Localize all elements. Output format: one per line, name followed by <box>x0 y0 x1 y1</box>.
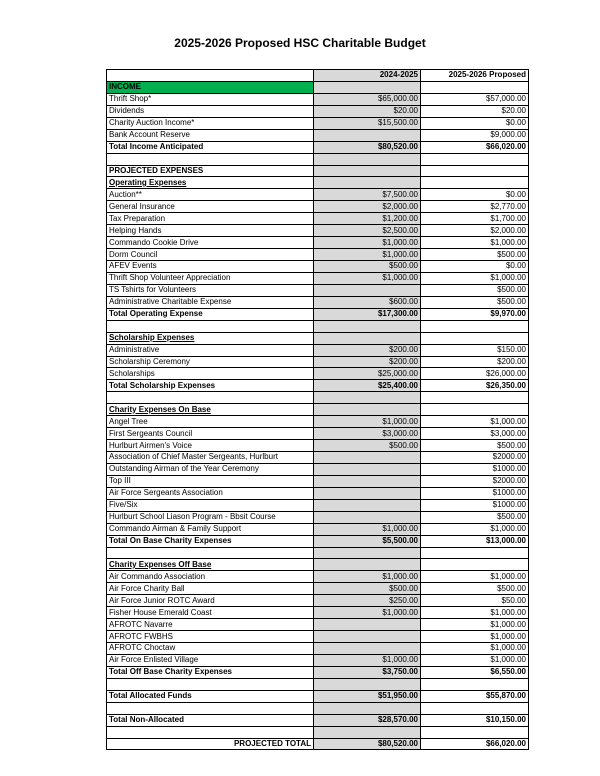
row-label <box>107 428 314 440</box>
row-label <box>107 726 314 738</box>
row-label <box>107 189 314 201</box>
total-row <box>107 690 529 702</box>
row-value-2025-2026 <box>421 165 529 177</box>
row-label <box>107 511 314 523</box>
row-label-text: Helping Hands <box>109 225 162 235</box>
table-row <box>107 201 529 213</box>
row-label-text: Total Off Base Charity Expenses <box>109 667 232 677</box>
row-value-2025-2026: $50.00 <box>421 595 529 607</box>
row-value-2025-2026: $2,770.00 <box>421 201 529 213</box>
row-label <box>107 475 314 487</box>
row-label <box>107 261 314 273</box>
row-label-text: Operating Expenses <box>109 177 187 187</box>
row-label <box>107 368 314 380</box>
row-label-text: INCOME <box>109 82 141 92</box>
row-label <box>107 678 314 690</box>
row-label <box>107 619 314 631</box>
row-value-2025-2026: $1,000.00 <box>421 237 529 249</box>
spacer-row <box>107 153 529 165</box>
row-label <box>107 607 314 619</box>
row-value-2024-2025: $20.00 <box>314 105 421 117</box>
table-row <box>107 368 529 380</box>
table-row <box>107 356 529 368</box>
row-label-text: Total Allocated Funds <box>109 691 192 701</box>
table-row <box>107 583 529 595</box>
table-row <box>107 237 529 249</box>
row-value-2024-2025: $1,000.00 <box>314 523 421 535</box>
table-row <box>107 499 529 511</box>
income-row <box>107 81 529 93</box>
row-value-2025-2026: $1000.00 <box>421 499 529 511</box>
row-value-2025-2026: $13,000.00 <box>421 535 529 547</box>
row-value-2025-2026: $1,000.00 <box>421 272 529 284</box>
row-label-text: Total Income Anticipated <box>109 142 204 152</box>
row-label-text: Top III <box>109 476 131 486</box>
row-value-2025-2026: $500.00 <box>421 511 529 523</box>
row-value-2024-2025: $2,500.00 <box>314 225 421 237</box>
row-value-2024-2025 <box>314 678 421 690</box>
table-row <box>107 595 529 607</box>
row-label <box>107 487 314 499</box>
row-label <box>107 308 314 320</box>
row-value-2025-2026: $1,000.00 <box>421 619 529 631</box>
row-value-2024-2025: $80,520.00 <box>314 141 421 153</box>
total-row <box>107 666 529 678</box>
row-value-2025-2026 <box>421 547 529 559</box>
row-value-2025-2026: $1,000.00 <box>421 631 529 643</box>
row-value-2024-2025 <box>314 284 421 296</box>
row-label-text: AFROTC Navarre <box>109 619 173 629</box>
row-value-2025-2026: $57,000.00 <box>421 93 529 105</box>
row-label <box>107 547 314 559</box>
table-row <box>107 272 529 284</box>
row-value-2025-2026: $500.00 <box>421 296 529 308</box>
row-label-text: Air Force Enlisted Village <box>109 655 199 665</box>
row-label <box>107 201 314 213</box>
column-header-row <box>107 70 529 82</box>
column-header-next: 2025-2026 Proposed <box>421 70 529 82</box>
subsection-row <box>107 177 529 189</box>
row-label <box>107 499 314 511</box>
row-label <box>107 141 314 153</box>
row-value-2024-2025 <box>314 392 421 404</box>
row-label-text: AFEV Events <box>109 261 157 271</box>
row-value-2024-2025 <box>314 463 421 475</box>
row-value-2024-2025 <box>314 475 421 487</box>
row-value-2025-2026: $500.00 <box>421 249 529 261</box>
row-value-2024-2025 <box>314 499 421 511</box>
row-label-text: Scholarships <box>109 368 155 378</box>
total-row <box>107 308 529 320</box>
row-label <box>107 105 314 117</box>
section-row <box>107 165 529 177</box>
table-row <box>107 631 529 643</box>
row-value-2024-2025 <box>314 487 421 499</box>
row-value-2025-2026 <box>421 404 529 416</box>
row-label <box>107 452 314 464</box>
row-label-text: Association of Chief Master Sergeants, Hurlburt <box>109 452 278 462</box>
row-value-2025-2026: $55,870.00 <box>421 690 529 702</box>
total-row <box>107 141 529 153</box>
row-value-2024-2025 <box>314 320 421 332</box>
row-label <box>107 666 314 678</box>
row-label-text: First Sergeants Council <box>109 428 193 438</box>
row-label <box>107 380 314 392</box>
row-label-text: Commando Airman & Family Support <box>109 524 242 534</box>
row-value-2024-2025: $5,500.00 <box>314 535 421 547</box>
row-value-2025-2026 <box>421 726 529 738</box>
row-value-2024-2025: $3,750.00 <box>314 666 421 678</box>
row-value-2024-2025: $500.00 <box>314 261 421 273</box>
total-row <box>107 535 529 547</box>
row-label-text: Total Scholarship Expenses <box>109 380 216 390</box>
row-value-2024-2025: $1,200.00 <box>314 213 421 225</box>
row-label <box>107 702 314 714</box>
row-value-2025-2026: $1,000.00 <box>421 654 529 666</box>
row-value-2024-2025: $28,570.00 <box>314 714 421 726</box>
row-label-text: Administrative Charitable Expense <box>109 297 232 307</box>
row-value-2024-2025 <box>314 332 421 344</box>
table-row <box>107 654 529 666</box>
row-value-2025-2026: $20.00 <box>421 105 529 117</box>
row-value-2024-2025 <box>314 559 421 571</box>
row-value-2024-2025: $500.00 <box>314 583 421 595</box>
budget-table-body <box>107 70 529 750</box>
row-label-text: Dividends <box>109 106 145 116</box>
row-label-text: Outstanding Airman of the Year Ceremony <box>109 464 259 474</box>
table-row <box>107 452 529 464</box>
row-label <box>107 225 314 237</box>
row-label <box>107 463 314 475</box>
row-value-2025-2026 <box>421 153 529 165</box>
row-value-2024-2025: $1,000.00 <box>314 272 421 284</box>
row-value-2025-2026: $9,000.00 <box>421 129 529 141</box>
table-row <box>107 428 529 440</box>
row-label-text: Charity Expenses On Base <box>109 404 211 414</box>
row-value-2024-2025: $1,000.00 <box>314 607 421 619</box>
row-value-2025-2026 <box>421 559 529 571</box>
row-label-text: Administrative <box>109 345 160 355</box>
table-row <box>107 225 529 237</box>
row-value-2024-2025 <box>314 81 421 93</box>
row-label-text: Air Force Junior ROTC Award <box>109 595 215 605</box>
row-label-text: Air Force Charity Ball <box>109 583 185 593</box>
row-value-2025-2026: $500.00 <box>421 284 529 296</box>
row-value-2025-2026: $9,970.00 <box>421 308 529 320</box>
row-value-2024-2025: $17,300.00 <box>314 308 421 320</box>
row-value-2024-2025 <box>314 165 421 177</box>
row-value-2024-2025: $1,000.00 <box>314 237 421 249</box>
table-row <box>107 523 529 535</box>
row-label <box>107 738 314 750</box>
row-value-2024-2025: $200.00 <box>314 344 421 356</box>
row-value-2025-2026 <box>421 320 529 332</box>
row-value-2024-2025: $15,500.00 <box>314 117 421 129</box>
row-label <box>107 117 314 129</box>
budget-table <box>106 69 529 750</box>
row-value-2025-2026: $2000.00 <box>421 452 529 464</box>
row-label-text: Thrift Shop* <box>109 94 152 104</box>
row-value-2025-2026: $200.00 <box>421 356 529 368</box>
row-label <box>107 249 314 261</box>
row-label-text: Total Operating Expense <box>109 309 203 319</box>
row-label <box>107 284 314 296</box>
row-value-2024-2025: $25,000.00 <box>314 368 421 380</box>
row-label <box>107 595 314 607</box>
table-row <box>107 416 529 428</box>
row-label <box>107 177 314 189</box>
row-value-2024-2025: $25,400.00 <box>314 380 421 392</box>
table-row <box>107 213 529 225</box>
row-label-text: Total Non-Allocated <box>109 715 184 725</box>
row-value-2024-2025: $1,000.00 <box>314 416 421 428</box>
table-row <box>107 487 529 499</box>
spacer-row <box>107 678 529 690</box>
row-label <box>107 272 314 284</box>
row-value-2025-2026 <box>421 177 529 189</box>
row-value-2025-2026: $1,000.00 <box>421 571 529 583</box>
row-value-2025-2026 <box>421 81 529 93</box>
row-value-2025-2026: $0.00 <box>421 261 529 273</box>
table-row <box>107 440 529 452</box>
row-label-text: Commando Cookie Drive <box>109 237 199 247</box>
row-label <box>107 392 314 404</box>
row-value-2024-2025: $200.00 <box>314 356 421 368</box>
column-header-label <box>107 70 314 82</box>
row-label-text: Tax Preparation <box>109 213 166 223</box>
row-label-text: Charity Auction Income* <box>109 118 195 128</box>
row-value-2024-2025 <box>314 452 421 464</box>
row-value-2025-2026: $1,000.00 <box>421 416 529 428</box>
row-value-2025-2026 <box>421 678 529 690</box>
row-value-2025-2026: $66,020.00 <box>421 738 529 750</box>
column-header-prev: 2024-2025 <box>314 70 421 82</box>
row-label-text: Scholarship Expenses <box>109 333 195 343</box>
row-label <box>107 559 314 571</box>
row-label-text: Scholarship Ceremony <box>109 356 190 366</box>
row-value-2025-2026: $2,000.00 <box>421 225 529 237</box>
row-label-text: Air Commando Association <box>109 571 206 581</box>
row-label-text: Thrift Shop Volunteer Appreciation <box>109 273 231 283</box>
table-row <box>107 463 529 475</box>
spacer-row <box>107 547 529 559</box>
row-value-2025-2026: $10,150.00 <box>421 714 529 726</box>
row-value-2024-2025: $1,000.00 <box>314 654 421 666</box>
row-label <box>107 535 314 547</box>
row-value-2025-2026: $1,700.00 <box>421 213 529 225</box>
row-label <box>107 523 314 535</box>
row-label-text: PROJECTED TOTAL <box>233 738 311 748</box>
table-row <box>107 643 529 655</box>
spacer-row <box>107 392 529 404</box>
row-value-2024-2025: $3,000.00 <box>314 428 421 440</box>
row-value-2024-2025 <box>314 511 421 523</box>
table-row <box>107 105 529 117</box>
row-value-2024-2025: $7,500.00 <box>314 189 421 201</box>
row-label-text: PROJECTED EXPENSES <box>109 165 204 175</box>
row-label-text: Hurlburt Airmen's Voice <box>109 440 192 450</box>
row-label <box>107 690 314 702</box>
row-value-2024-2025 <box>314 631 421 643</box>
table-row <box>107 93 529 105</box>
row-value-2025-2026: $1,000.00 <box>421 643 529 655</box>
row-value-2024-2025 <box>314 153 421 165</box>
spacer-row <box>107 320 529 332</box>
row-label <box>107 332 314 344</box>
row-value-2025-2026: $26,000.00 <box>421 368 529 380</box>
row-value-2025-2026: $1000.00 <box>421 463 529 475</box>
row-label-text: Hurlburt School Liason Program - Bbsit Course <box>109 512 276 522</box>
row-value-2024-2025: $1,000.00 <box>314 249 421 261</box>
row-value-2025-2026 <box>421 392 529 404</box>
row-label <box>107 237 314 249</box>
row-value-2024-2025 <box>314 177 421 189</box>
row-value-2025-2026: $2000.00 <box>421 475 529 487</box>
row-value-2024-2025 <box>314 726 421 738</box>
row-label <box>107 344 314 356</box>
row-label <box>107 81 314 93</box>
row-value-2024-2025 <box>314 404 421 416</box>
row-label <box>107 583 314 595</box>
row-value-2024-2025: $600.00 <box>314 296 421 308</box>
row-label <box>107 296 314 308</box>
row-label-text: Angel Tree <box>109 416 148 426</box>
row-value-2025-2026: $500.00 <box>421 440 529 452</box>
row-value-2025-2026: $500.00 <box>421 583 529 595</box>
row-value-2024-2025: $250.00 <box>314 595 421 607</box>
row-label <box>107 571 314 583</box>
row-label <box>107 356 314 368</box>
table-row <box>107 284 529 296</box>
row-label <box>107 93 314 105</box>
row-label-text: Air Force Sergeants Association <box>109 488 223 498</box>
grand-row <box>107 738 529 750</box>
row-label-text: General Insurance <box>109 201 175 211</box>
row-label <box>107 320 314 332</box>
row-value-2024-2025: $2,000.00 <box>314 201 421 213</box>
row-label-text: AFROTC FWBHS <box>109 631 173 641</box>
row-label <box>107 643 314 655</box>
table-row <box>107 511 529 523</box>
row-value-2025-2026: $1,000.00 <box>421 607 529 619</box>
row-value-2025-2026: $6,550.00 <box>421 666 529 678</box>
row-value-2025-2026: $0.00 <box>421 189 529 201</box>
row-value-2024-2025 <box>314 129 421 141</box>
row-value-2025-2026: $66,020.00 <box>421 141 529 153</box>
row-value-2025-2026: $3,000.00 <box>421 428 529 440</box>
row-label <box>107 654 314 666</box>
subsection-row <box>107 332 529 344</box>
table-row <box>107 189 529 201</box>
row-label <box>107 129 314 141</box>
spacer-row <box>107 702 529 714</box>
table-row <box>107 607 529 619</box>
spacer-row <box>107 726 529 738</box>
row-value-2024-2025: $65,000.00 <box>314 93 421 105</box>
row-label-text: Five/Six <box>109 500 138 510</box>
table-row <box>107 571 529 583</box>
row-label-text: Dorm Council <box>109 249 158 259</box>
table-row <box>107 261 529 273</box>
table-row <box>107 117 529 129</box>
row-value-2025-2026: $1000.00 <box>421 487 529 499</box>
row-value-2025-2026: $150.00 <box>421 344 529 356</box>
row-value-2024-2025 <box>314 702 421 714</box>
row-label-text: Auction** <box>109 189 142 199</box>
row-value-2025-2026: $1,000.00 <box>421 523 529 535</box>
row-label-text: Fisher House Emerald Coast <box>109 607 212 617</box>
row-value-2024-2025: $80,520.00 <box>314 738 421 750</box>
row-value-2025-2026 <box>421 332 529 344</box>
row-label <box>107 631 314 643</box>
row-value-2025-2026 <box>421 702 529 714</box>
row-value-2024-2025 <box>314 643 421 655</box>
row-value-2024-2025 <box>314 547 421 559</box>
subsection-row <box>107 559 529 571</box>
total-row <box>107 714 529 726</box>
table-row <box>107 129 529 141</box>
row-value-2024-2025: $1,000.00 <box>314 571 421 583</box>
row-label-text: Bank Account Reserve <box>109 130 190 140</box>
row-value-2024-2025: $500.00 <box>314 440 421 452</box>
row-label <box>107 165 314 177</box>
table-row <box>107 619 529 631</box>
table-row <box>107 475 529 487</box>
total-row <box>107 380 529 392</box>
row-label <box>107 213 314 225</box>
row-value-2024-2025 <box>314 619 421 631</box>
table-row <box>107 296 529 308</box>
subsection-row <box>107 404 529 416</box>
table-row <box>107 249 529 261</box>
row-value-2025-2026: $0.00 <box>421 117 529 129</box>
row-label-text: Total On Base Charity Expenses <box>109 536 232 546</box>
row-label-text: TS Tshirts for Volunteers <box>109 285 196 295</box>
row-label <box>107 404 314 416</box>
row-label <box>107 714 314 726</box>
row-label-text: Charity Expenses Off Base <box>109 559 212 569</box>
row-label-text: AFROTC Choctaw <box>109 643 176 653</box>
row-value-2024-2025: $51,950.00 <box>314 690 421 702</box>
row-label <box>107 416 314 428</box>
row-label <box>107 153 314 165</box>
row-label <box>107 440 314 452</box>
page-title: 2025-2026 Proposed HSC Charitable Budget <box>174 36 426 50</box>
row-value-2025-2026: $26,350.00 <box>421 380 529 392</box>
table-row <box>107 344 529 356</box>
